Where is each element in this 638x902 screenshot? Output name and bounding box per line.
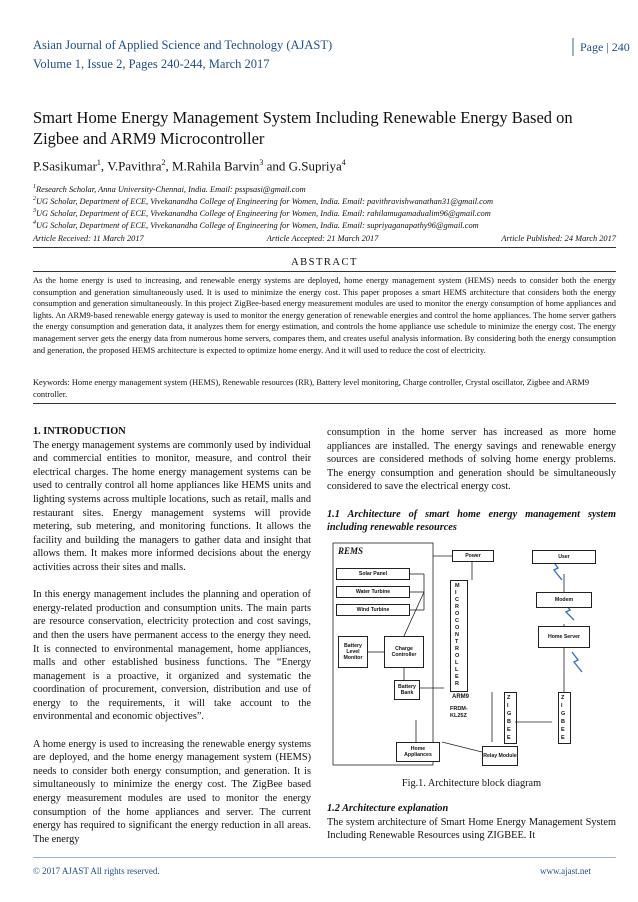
author-list xyxy=(33,158,346,174)
figure-caption: Fig.1. Architecture block diagram xyxy=(401,778,542,789)
affiliation-1: $^1$Research Scholar, Anna University-Chennai, India. Email: psspsasi@gmail.com xyxy=(33,184,306,194)
journal-volume: Volume 1, Issue 2, Pages 240-244, March 2017 xyxy=(33,57,270,71)
user-block: User xyxy=(532,550,596,564)
abstract-text: As the home energy is used to increasing, and renewable energy systems are deployed, home energy management system (HEMS) needs to consider both the energy consumption and generation simultaneously used. It is used to minimize the energy cost. This paper proposes a smart HEMS architecture that considers both the energy consumption and generation simultaneously. In this project ZigBee-based energy measurement modules are used to monitor the energy consumption of home appliances and lights. An ARM9-based renewable energy gateway is used to monitor the energy generation of renewable energies and control the home appliances. The home server gathers the energy consumption and generation data, it analyzes them for energy estimation, and controls the home appliance use schedule to minimize the energy cost. The energy management server gets the energy data from numerous home servers, compares them, and creates useful analysis information. By considering both the energy consumption and generation, the proposed HEMS architecture is expected to optimize home energy. And it will used to reduce the cost of electricity. xyxy=(33,276,616,355)
page-number: Page | 240 xyxy=(572,38,638,56)
divider xyxy=(33,271,616,272)
home-server-block: Home Server xyxy=(538,626,590,648)
article-dates xyxy=(33,234,616,243)
architecture-diagram xyxy=(332,542,612,772)
wind-turbine-block: Wind Turbine xyxy=(336,604,410,616)
paragraph: The system architecture of Smart Home Energy Management System Including Renewable Resources using ZIGBEE. It xyxy=(327,816,616,842)
divider xyxy=(33,403,616,404)
right-column-end xyxy=(327,802,616,843)
paragraph: consumption in the home server has increased as more home appliances are installed. The energy savings and renewable energy sources are considered methods of solving home energy problems. The energy consumption and generation should be simultaneously considered to save the electrical energy cost. xyxy=(327,427,616,493)
author-name: V.Pavithra xyxy=(107,158,162,174)
author-name: P.Sasikumar xyxy=(33,158,97,174)
rems-label: REMS xyxy=(338,546,364,556)
divider xyxy=(33,247,616,248)
author-affiliation-mark: 2 xyxy=(161,158,166,167)
right-column xyxy=(327,426,616,535)
affiliation-3: $^3$UG Scholar, Department of ECE, Vivekanandha College of Engineering for Women, India. Email: rahilamugamadualim96@gmail.com xyxy=(33,208,491,218)
footer-divider xyxy=(33,857,616,858)
water-turbine-block: Water Turbine xyxy=(336,586,410,598)
charge-controller-block: Charge Controller xyxy=(384,636,424,668)
zigbee-block-left: Z I G B E E xyxy=(504,692,517,744)
subsection-heading: 1.2 Architecture explanation xyxy=(327,803,449,814)
author-affiliation-mark: 4 xyxy=(341,158,346,167)
affiliation-2: $^2$UG Scholar, Department of ECE, Vivekanandha College of Engineering for Women, India. Email: pavithravishwanathan31@gmail.com xyxy=(33,196,494,206)
battery-bank-block: Battery Bank xyxy=(394,680,420,700)
paragraph: A home energy is used to increasing the renewable energy systems are deployed, and the home energy management system (HEMS) needs to consider both energy consumption, and generation. It is simultaneously to minimize the energy cost. The ZigBee based energy measurement modules are used to monitor the energy consumption of the home appliances and server. The current energy has required to significant the energy reduction in all areas. The energy xyxy=(33,738,311,845)
date-published: Article Published: 24 March 2017 xyxy=(501,234,616,243)
date-accepted: Article Accepted: 21 March 2017 xyxy=(266,234,379,243)
solar-panel-block: Solar Panel xyxy=(336,568,410,580)
paragraph: In this energy management includes the planning and operation of energy-related production and consumption units. The main parts are resource conservation, electricity protection and cost savings, and then the users have permanent access to the energy they need. It is connected to environmental management, home appliances, malls and other established business functions. The “Energy management is a proactive, it organized and systematic the coordination of procurement, conversion, distribution and use of energy to the requirements, it will take account to the environmental and economic objectives”. xyxy=(33,589,311,723)
author-separator: , xyxy=(165,158,172,174)
copyright: © 2017 AJAST All rights reserved. xyxy=(33,866,160,876)
home-appliances-block: Home Appliances xyxy=(396,742,440,762)
relay-module-block: Relay Module xyxy=(482,746,518,766)
author-affiliation-mark: 1 xyxy=(96,158,101,167)
author-name: M.Rahila Barvin xyxy=(171,158,260,174)
paper-title: Smart Home Energy Management System Including Renewable Energy Based on Zigbee and ARM9 Microcontroller xyxy=(33,108,573,148)
power-block: Power xyxy=(452,550,494,562)
author-affiliation-mark: 3 xyxy=(259,158,264,167)
author-separator: and xyxy=(263,158,289,174)
journal-website-link[interactable]: www.ajast.net xyxy=(540,866,591,876)
affiliation-4: $^4$UG Scholar, Department of ECE, Vivekanandha College of Engineering for Women, India. Email: supriyaganapathy96@gmail.com xyxy=(33,220,479,230)
battery-monitor-block: Battery Level Monitor xyxy=(338,636,368,668)
arm9-label: ARM9 xyxy=(452,694,470,700)
zigbee-block-right: Z I G B E E xyxy=(558,692,571,744)
left-column xyxy=(33,425,311,860)
abstract-heading: ABSTRACT xyxy=(291,257,358,268)
subsection-heading: 1.1 Architecture of smart home energy management system including renewable resources xyxy=(327,508,616,534)
keywords: Keywords: Home energy management system (HEMS), Renewable resources (RR), Battery level monitoring, Charge controller, Crystal oscillator, Zigbee and ARM9 controller. xyxy=(33,378,590,399)
modem-block: Modem xyxy=(536,592,592,608)
paragraph: The energy management systems are commonly used by individual and commercial entities to monitor, measure, and control their electrical charges. The home energy management systems can be used to centrally control all home appliances like HEMS units and lighting systems across multiple locations, such as retail, malls and restaurant sites. Energy management systems will provide metering, sub metering, and monitoring functions. It allows the facility and building the managers to gather data and insight that allows them. It makes more informed decisions about the energy activities across their sites and malls. xyxy=(33,439,311,573)
author-separator: , xyxy=(100,158,108,174)
frdm-label: FRDM-KL25Z xyxy=(450,706,468,719)
microcontroller-block: M I C R O C O N T R O L L E R xyxy=(450,580,468,692)
journal-name: Asian Journal of Applied Science and Technology (AJAST) xyxy=(33,38,333,52)
author-name: G.Supriya xyxy=(288,158,342,174)
date-received: Article Received: 11 March 2017 xyxy=(33,234,144,243)
section-heading: 1. INTRODUCTION xyxy=(33,426,126,437)
